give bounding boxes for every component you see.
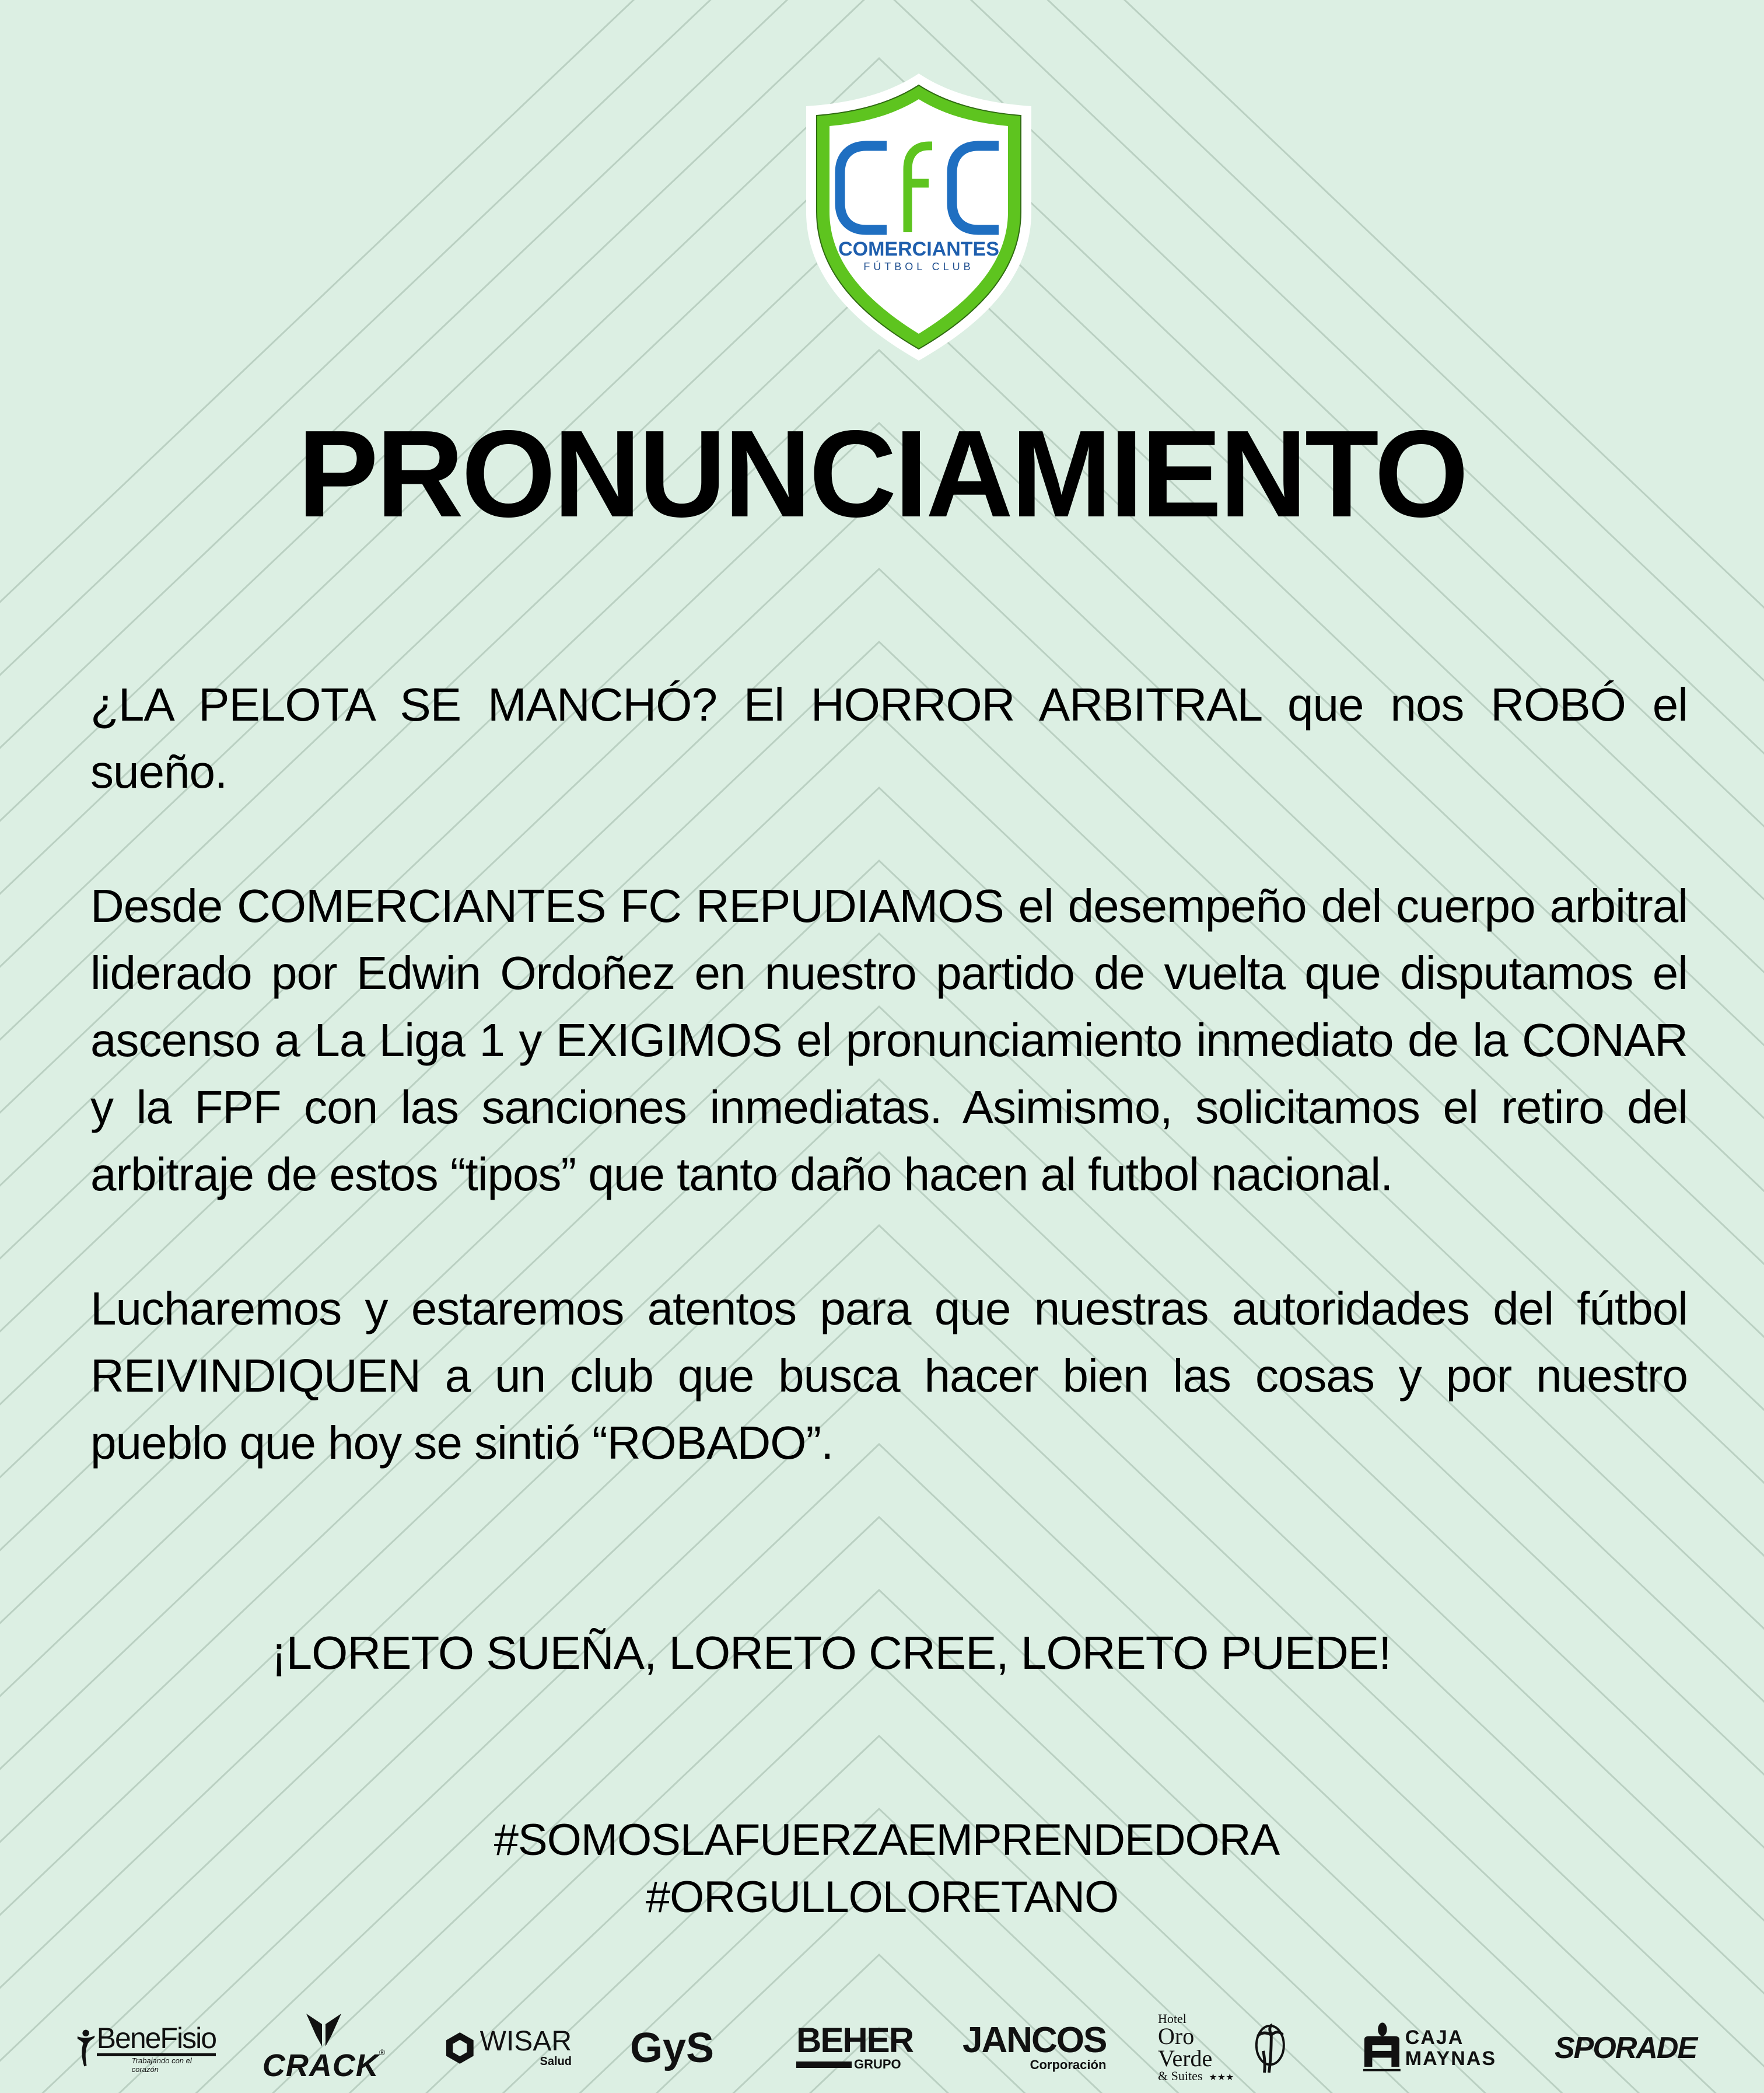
benefisio-tagline: Trabajando con el corazón bbox=[131, 2056, 192, 2074]
crack-name: CRACK bbox=[262, 2048, 379, 2083]
paragraph-repudiation: Desde COMERCIANTES FC REPUDIAMOS el desempeño del cuerpo arbitral liderado por Edwin Ordoñez en nuestro partido de vuelta que disputamos el ascenso a La Liga 1 y EXIGIMOS el pronunciamiento inmediato de la CONAR y la FPF con las sanciones inmediatas. Asimismo, solicitamos el retiro del arbitraje de estos “tipos” que tanto daño hacen al futbol nacional. bbox=[90, 880, 1688, 1200]
hexagon-ring-icon bbox=[443, 2025, 477, 2071]
oro-verde-suites: & Suites bbox=[1158, 2068, 1203, 2083]
sponsor-hotel-oro-verde bbox=[1158, 2007, 1286, 2089]
wisar-name: WISAR bbox=[480, 2025, 572, 2057]
caja-figure-icon bbox=[1362, 2022, 1402, 2074]
registered-mark: ® bbox=[379, 2047, 386, 2057]
gys-name: GyS bbox=[630, 2025, 715, 2071]
caja-line1: CAJA bbox=[1405, 2026, 1464, 2049]
palm-tree-icon bbox=[1252, 2022, 1286, 2074]
oro-verde-name: Oro Verde bbox=[1158, 2022, 1213, 2071]
sponsor-beher bbox=[796, 2007, 914, 2089]
jancos-name: JANCOS bbox=[963, 2020, 1107, 2060]
beher-name: BEHER bbox=[796, 2021, 914, 2060]
crest-subtitle: FÚTBOL CLUB bbox=[863, 261, 974, 272]
hashtags bbox=[0, 1812, 1764, 1926]
paragraph-demand: Lucharemos y estaremos atentos para que nuestras autoridades del fútbol REIVINDIQUEN a un club que busca hacer bien las cosas y por nuestro pueblo que hoy se sintió “ROBADO”. bbox=[90, 1283, 1688, 1469]
hashtag-somoslafuerzaemprendedora: #SOMOSLAFUERZAEMPRENDEDORA bbox=[494, 1815, 1280, 1865]
caja-line2: MAYNAS bbox=[1405, 2047, 1496, 2070]
crack-wings-icon bbox=[303, 2012, 344, 2047]
statement-body bbox=[90, 671, 1688, 1476]
sponsor-caja-maynas bbox=[1362, 2007, 1496, 2089]
crest-name: COMERCIANTES bbox=[838, 238, 999, 260]
benefisio-name: BeneFisio bbox=[97, 2023, 216, 2056]
sponsor-logos-row bbox=[0, 2007, 1764, 2089]
sporade-name: SPORADE bbox=[1555, 2031, 1697, 2065]
jancos-sub: Corporación bbox=[1030, 2057, 1107, 2072]
page-title: PRONUNCIAMIENTO bbox=[298, 404, 1466, 543]
sponsor-crack bbox=[262, 2007, 386, 2089]
sponsor-benefisio bbox=[76, 2007, 216, 2089]
oro-verde-stars: ★★★ bbox=[1209, 2072, 1234, 2082]
paragraph-headline: ¿LA PELOTA SE MANCHÓ? El HORROR ARBITRAL que nos ROBÓ el sueño. bbox=[90, 679, 1688, 798]
sponsor-jancos bbox=[963, 2007, 1107, 2089]
beher-sub: GRUPO bbox=[854, 2057, 901, 2071]
slogan: ¡LORETO SUEÑA, LORETO CREE, LORETO PUEDE! bbox=[271, 1627, 1391, 1679]
person-spine-icon bbox=[76, 2019, 97, 2077]
beher-bar bbox=[796, 2061, 852, 2068]
club-crest-logo bbox=[793, 69, 1044, 366]
wisar-sub: Salud bbox=[540, 2054, 572, 2068]
sponsor-gys bbox=[630, 2007, 723, 2089]
hashtag-orgulloloretano: #ORGULLOLORETANO bbox=[645, 1872, 1119, 1922]
oro-verde-hotel: Hotel bbox=[1158, 2011, 1186, 2026]
sponsor-wisar bbox=[443, 2007, 572, 2089]
sponsor-sporade bbox=[1555, 2007, 1695, 2089]
